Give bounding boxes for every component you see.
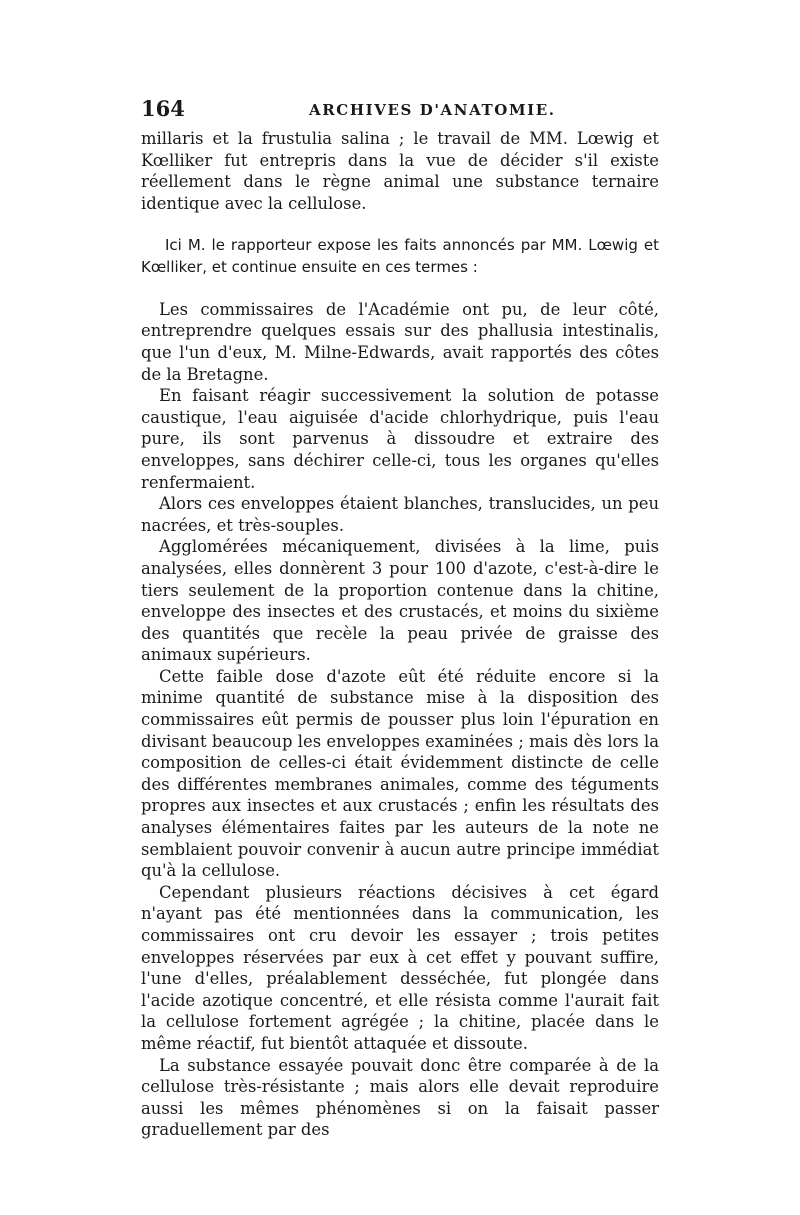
paragraph-potash-treatment: En faisant réagir successivement la solution de potasse caustique, l'eau aiguisée d'acide chlorhydrique, puis l'eau pure, ils sont parvenus à dissoudre et extraire des enveloppes, sans déchirer celle-ci, tous les organes qu'elles renfermaient. (141, 386, 659, 492)
running-header (141, 96, 659, 126)
paragraph-decisive-reactions: Cependant plusieurs réactions décisives à cet égard n'ayant pas été mentionnées dans la communication, les commissaires ont cru devoir les essayer ; trois petites enveloppes réservées par eux à cet effet y pouvant suffire, l'une d'elles, préalablement desséchée, fut plongée dans l'acide azotique concentré, et elle résista comme l'aurait fait la cellulose fortement agrégée ; la chitine, placée dans le même réactif, fut bientôt attaquée et dissoute. (141, 882, 659, 1053)
paragraph-resistant-cellulose: La substance essayée pouvait donc être comparée à de la cellulose très-résistante ; mais alors elle devait reproduire aussi les mêmes phénomènes si on la faisait passer graduellement par des (141, 1055, 659, 1140)
paragraph-continuation: millaris et la frustulia salina ; le travail de MM. Lœwig et Kœlliker fut entrepris dans la vue de décider s'il existe réellement dans le règne animal une substance ternaire identique avec la cellulose. (141, 129, 659, 213)
paragraph-nitrogen-analysis: Agglomérées mécaniquement, divisées à la lime, puis analysées, elles donnèrent 3 pour 100 d'azote, c'est-à-dire le tiers seulement de la proportion contenue dans la chitine, enveloppe des insectes et des crustacés, et moins du sixième des quantités que recèle la peau privée de graisse des animaux supérieurs. (141, 537, 659, 665)
paragraph-envelope-appearance: Alors ces enveloppes étaient blanches, translucides, un peu nacrées, et très-souples. (141, 494, 659, 535)
book-page (141, 96, 659, 1141)
paragraph-editorial-note: Ici M. le rapporteur expose les faits annoncés par MM. Lœwig et Kœlliker, et continue ensuite en ces termes : (141, 236, 659, 276)
paragraph-nitrogen-dose: Cette faible dose d'azote eût été réduite encore si la minime quantité de substance mise à la disposition des commissaires eût permis de pousser plus loin l'épuration en divisant beaucoup les enveloppes examinées ; mais dès lors la composition de celles-ci était évidemment distincte de celle des différentes membranes animales, comme des téguments propres aux insectes et aux crustacés ; enfin les résultats des analyses élémentaires faites par les auteurs de la note ne semblaient pouvoir convenir à aucun autre principe immédiat qu'à la cellulose. (141, 666, 659, 881)
page-body (141, 128, 659, 1141)
paragraph-commissioners: Les commissaires de l'Académie ont pu, de leur côté, entreprendre quelques essais sur des phallusia intestinalis, que l'un d'eux, M. Milne-Edwards, avait rapportés des côtes de la Bretagne. (141, 299, 659, 384)
page-number: 164 (141, 96, 185, 121)
journal-title: ARCHIVES D'ANATOMIE. (309, 101, 556, 119)
